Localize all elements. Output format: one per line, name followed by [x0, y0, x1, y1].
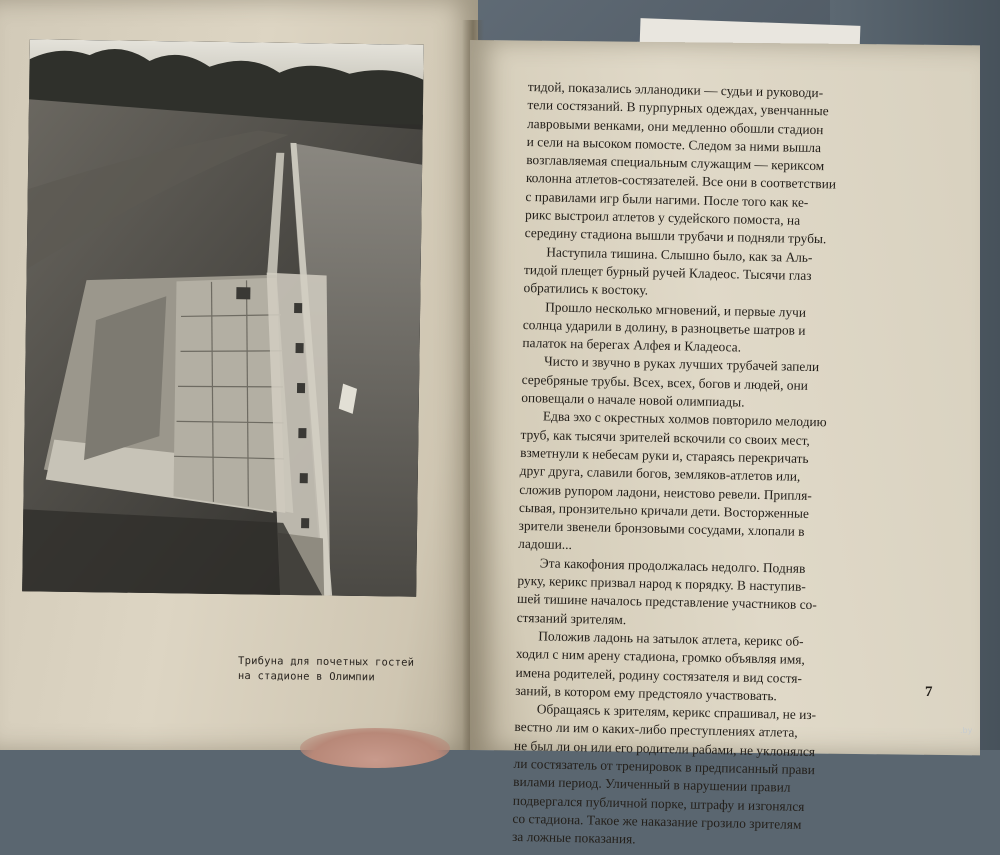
text-line: ладоши...: [518, 536, 573, 553]
text-line: рикс выстроил атлетов у судейского помоста, на: [524, 207, 801, 228]
stadium-photo: [22, 39, 424, 596]
text-line: середину стадиона вышли трубачи и подняли трубы.: [524, 225, 827, 247]
text-line: шей тишине началось представление участников со-: [516, 591, 817, 613]
text-line: тели состязаний. В пурпурных одеждах, увенчанные: [527, 97, 829, 119]
text-line: руку, керикс призвал народ к порядку. В наступив-: [517, 572, 806, 594]
text-line: тидой плещет бурный ручей Кладеос. Тысячи глаз: [523, 261, 812, 283]
left-page: [0, 0, 478, 750]
text-line: палаток на берегах Алфея и Кладеоса.: [522, 335, 742, 355]
text-line: Чисто и звучно в руках лучших трубачей запели: [543, 353, 820, 375]
text-line: Эта какофония продолжалась недолго. Подняв: [539, 555, 806, 576]
text-line: друг друга, славили богов, земляков-атлетов или,: [519, 463, 801, 485]
photo-caption: [238, 654, 438, 686]
text-line: сложив рупором ладони, неистово ревели. Припля-: [519, 481, 813, 503]
text-line: со стадиона. Такое же наказание грозило зрителям: [512, 810, 802, 832]
finger: [300, 728, 450, 768]
text-line: вестно ли им о каких-либо преступлениях атлета,: [514, 719, 798, 741]
text-line: за ложные показания.: [511, 829, 636, 847]
text-line: Прошло несколько мгновений, и первые лучи: [545, 298, 807, 320]
text-line: и сели на высоком помосте. Следом за ними вышла: [526, 133, 822, 156]
text-line: заний, в котором ему предстояло участвовать.: [515, 682, 778, 704]
text-line: подвергался публичной порке, штрафу и изгонялся: [512, 792, 805, 814]
watermark: .by: [960, 726, 973, 735]
text-line: обратились к востоку.: [523, 280, 649, 298]
page-number: 7: [925, 684, 933, 700]
text-line: серебряные трубы. Всех, всех, богов и людей, они: [521, 371, 809, 393]
text-line: сывая, пронзительно кричали дети. Восторженные: [518, 499, 810, 521]
text-line: солнца ударили в долину, в разноцветье шатров и: [522, 316, 806, 338]
body-text: [512, 78, 938, 855]
text-line: вилами период. Уличенный в нарушении правил: [513, 774, 791, 795]
text-line: ходил с ним арену стадиона, громко объявляя имя,: [515, 646, 806, 668]
text-line: не был ли он или его родители рабами, не уклонялся: [513, 737, 816, 759]
text-line: лавровыми венками, они медленно обошли стадион: [526, 115, 824, 137]
stadium-photo-drawing: [22, 39, 424, 596]
text-line: Наступила тишина. Слышно было, как за Аль-: [546, 244, 813, 265]
text-line: взметнули к небесам руки и, стараясь перекричать: [520, 444, 809, 466]
caption-line: Трибуна для почетных гостей: [238, 654, 415, 669]
text-line: колонна атлетов-состязателей. Все они в соответствии: [525, 170, 837, 192]
text-line: Обращаясь к зрителям, керикс спрашивал, не из-: [536, 701, 817, 723]
text-line: имена родителей, родину состязателя и вид состя-: [515, 664, 803, 686]
caption-line: на стадионе в Олимпии: [237, 669, 375, 684]
text-line: тидой, показались элланодики — судьи и руководи-: [527, 78, 824, 101]
text-line: оповещали о начале новой олимпиады.: [521, 389, 745, 410]
text-line: Едва эхо с окрестных холмов повторило мелодию: [542, 408, 827, 430]
text-line: возглавляемая специальным служащим — кериксом: [526, 152, 825, 174]
text-line: труб, как тысячи зрителей вскочили со своих мест,: [520, 426, 810, 448]
text-line: Положив ладонь на затылок атлета, керикс об-: [538, 628, 804, 649]
text-line: зрители звенели бронзовыми сосудами, хлопали в: [518, 518, 805, 540]
text-line: ли состязатель от тренировок в предписанный прави: [513, 755, 816, 778]
text-line: стязаний зрителям.: [516, 609, 627, 627]
text-line: с правилами игр были нагими. После того как ке-: [525, 188, 809, 210]
